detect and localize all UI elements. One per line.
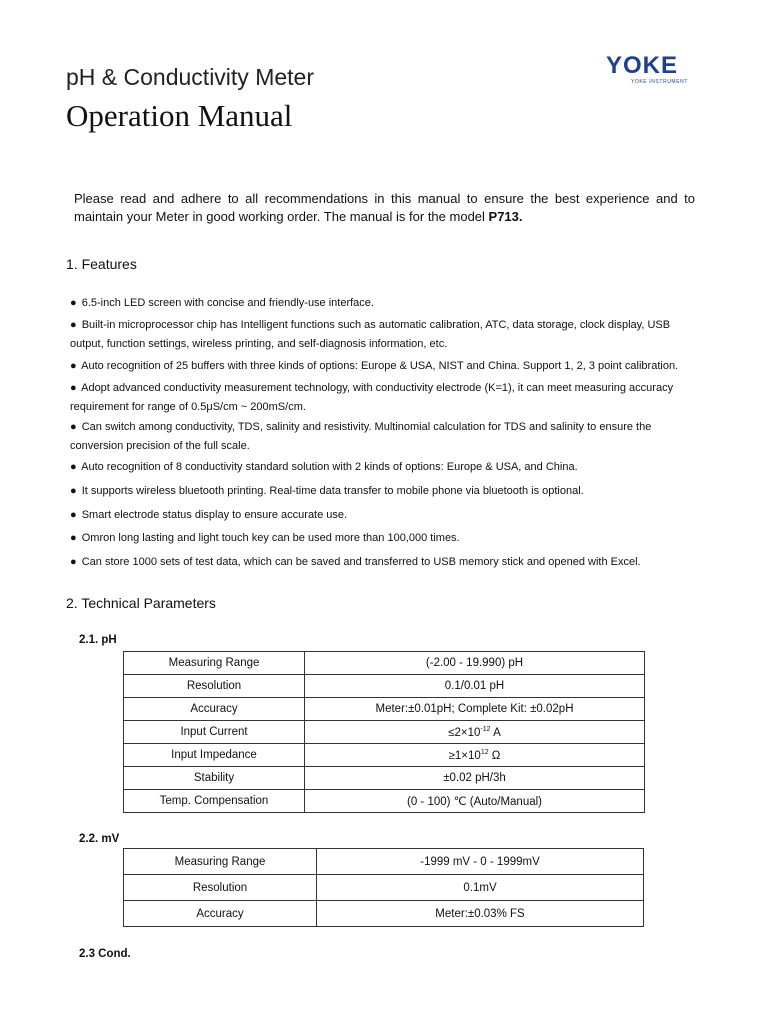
mv-subheading: 2.2. mV xyxy=(79,833,120,845)
table-cell-label: Input Current xyxy=(124,721,305,744)
table-row xyxy=(124,767,645,790)
table-row xyxy=(124,744,645,767)
yoke-logo xyxy=(606,54,690,88)
table-cell-label: Measuring Range xyxy=(124,652,305,675)
bullet-icon: ● xyxy=(70,297,77,309)
ph-subheading: 2.1. pH xyxy=(79,634,117,646)
table-cell-value: ±0.02 pH/3h xyxy=(305,767,645,790)
table-row xyxy=(124,901,644,927)
model-number: P713. xyxy=(488,209,523,224)
features-heading: 1. Features xyxy=(66,256,137,272)
table-cell-value: 0.1/0.01 pH xyxy=(305,675,645,698)
table-row xyxy=(124,790,645,813)
table-cell-value: $\ge 1\times 10^{12}$ Ω xyxy=(305,744,645,767)
bullet-icon: ● xyxy=(70,532,77,544)
list-item: ● It supports wireless bluetooth printing. Real-time data transfer to mobile phone via bluetooth is optional. xyxy=(70,485,584,497)
table-cell-value: -1999 mV - 0 - 1999mV xyxy=(317,849,644,875)
intro-text: Please read and adhere to all recommendations in this manual to ensure the best experience and to maintain your Meter in good working order. The manual is for the model xyxy=(74,191,695,224)
bullet-icon: ● xyxy=(70,360,77,372)
technical-heading: 2. Technical Parameters xyxy=(66,595,216,611)
list-item: ● 6.5-inch LED screen with concise and friendly-use interface. xyxy=(70,297,374,309)
table-cell-value: Meter:±0.01pH; Complete Kit: ±0.02pH xyxy=(305,698,645,721)
table-cell-label: Measuring Range xyxy=(124,849,317,875)
table-row xyxy=(124,698,645,721)
document-subtitle: pH & Conductivity Meter xyxy=(66,64,314,90)
list-item: ● Built-in microprocessor chip has Intelligent functions such as automatic calibration, ATC, data storage, clock display, USB output, function settings, wireless printing, and self-diagnosis information, etc. xyxy=(70,319,671,350)
list-item: ● Can switch among conductivity, TDS, salinity and resistivity. Multinomial calculation for TDS and salinity to ensure the conversion precision of the full scale. xyxy=(70,421,652,452)
logo-subtext: YOKE INSTRUMENT xyxy=(630,79,688,85)
mv-spec-table xyxy=(123,848,644,927)
table-row xyxy=(124,675,645,698)
table-cell-value: (0 - 100) ℃ (Auto/Manual) xyxy=(305,790,645,813)
table-cell-value: 0.1mV xyxy=(317,875,644,901)
bullet-icon: ● xyxy=(70,382,77,394)
list-item: ● Omron long lasting and light touch key can be used more than 100,000 times. xyxy=(70,532,460,544)
table-row xyxy=(124,849,644,875)
bullet-icon: ● xyxy=(70,485,77,497)
bullet-icon: ● xyxy=(70,319,77,331)
table-row xyxy=(124,652,645,675)
table-row xyxy=(124,721,645,744)
ph-spec-table xyxy=(123,651,645,813)
table-cell-value: (-2.00 - 19.990) pH xyxy=(305,652,645,675)
table-cell-label: Resolution xyxy=(124,875,317,901)
list-item: ● Auto recognition of 25 buffers with three kinds of options: Europe & USA, NIST and China. Support 1, 2, 3 point calibration. xyxy=(70,360,679,372)
table-cell-value: $\le 2\times 10^{-12}$ A xyxy=(305,721,645,744)
list-item: ● Adopt advanced conductivity measurement technology, with conductivity electrode (K=1), it can meet measuring accuracy requirement for range of 0.5μS/cm ~ 200mS/cm. xyxy=(70,382,674,413)
bullet-icon: ● xyxy=(70,461,77,473)
table-cell-label: Resolution xyxy=(124,675,305,698)
list-item: ● Auto recognition of 8 conductivity standard solution with 2 kinds of options: Europe & USA, and China. xyxy=(70,461,578,473)
bullet-icon: ● xyxy=(70,556,77,568)
table-cell-label: Accuracy xyxy=(124,901,317,927)
table-cell-value: Meter:±0.03% FS xyxy=(317,901,644,927)
list-item: ● Can store 1000 sets of test data, which can be saved and transferred to USB memory stick and opened with Excel. xyxy=(70,556,641,568)
table-cell-label: Temp. Compensation xyxy=(124,790,305,813)
document-title: Operation Manual xyxy=(66,98,293,133)
table-row xyxy=(124,875,644,901)
cond-subheading: 2.3 Cond. xyxy=(79,948,131,960)
list-item: ● Smart electrode status display to ensure accurate use. xyxy=(70,509,348,521)
bullet-icon: ● xyxy=(70,421,77,433)
intro-paragraph xyxy=(74,190,695,226)
bullet-icon: ● xyxy=(70,509,77,521)
logo-word: YOKE xyxy=(606,52,679,79)
table-cell-label: Accuracy xyxy=(124,698,305,721)
table-cell-label: Stability xyxy=(124,767,305,790)
table-cell-label: Input Impedance xyxy=(124,744,305,767)
